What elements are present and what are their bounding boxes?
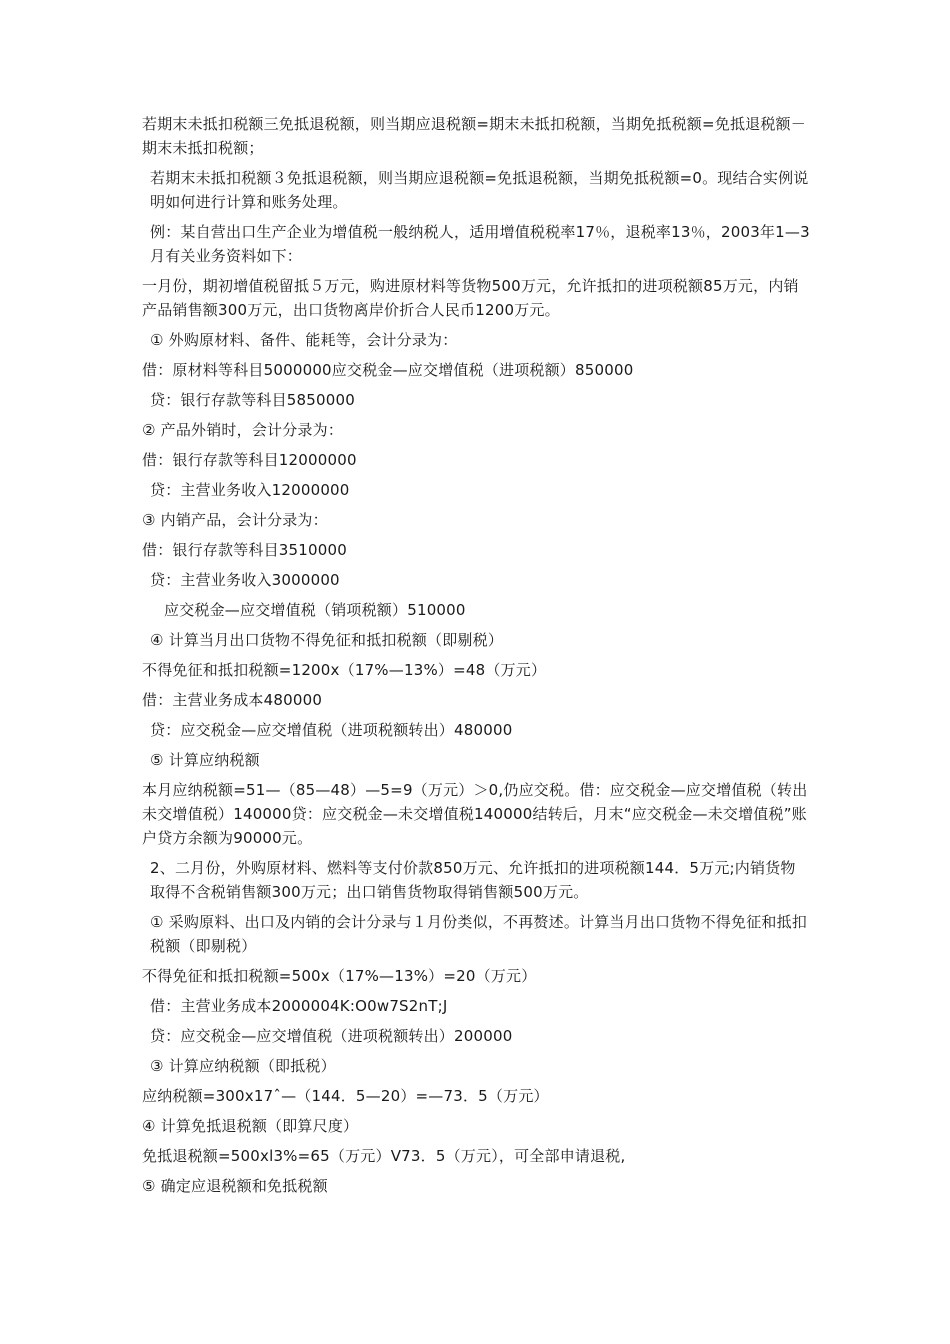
paragraph: 免抵退税额=500xl3%=65（万元）V73．5（万元），可全部申请退税, [142, 1147, 626, 1165]
paragraph: ⑤ 计算应纳税额 [150, 751, 260, 769]
paragraph: 不得免征和抵扣税额=500x（17%—13%）=20（万元） [142, 967, 537, 985]
paragraph: ③ 内销产品，会计分录为： [142, 511, 328, 529]
paragraph: ② 产品外销时，会计分录为： [142, 421, 344, 439]
paragraph: 贷：应交税金—应交增值税（进项税额转出）200000 [150, 1027, 513, 1045]
paragraph: 贷：主营业务收入12000000 [150, 481, 350, 499]
paragraph: 本月应纳税额=51—（85—48）—5=9（万元）＞0,仍应交税。借：应交税金—应交增值税（转出未交增值税）140000贷：应交税金—未交增值税140000结转后，月末“应交税金—未交增值税”账户贷方余额为90000元。 [142, 781, 808, 847]
paragraph: 若期末未抵扣税额３免抵退税额，则当期应退税额=免抵退税额，当期免抵税额=0。现结合实例说明如何进行计算和账务处理。 [150, 169, 809, 211]
document-body [142, 112, 810, 1198]
paragraph: 不得免征和抵扣税额=1200x（17%—13%）=48（万元） [142, 661, 547, 679]
paragraph: ⑤ 确定应退税额和免抵税额 [142, 1177, 328, 1195]
paragraph: ③ 计算应纳税额（即抵税） [150, 1057, 336, 1075]
paragraph: 贷：应交税金—应交增值税（进项税额转出）480000 [150, 721, 513, 739]
paragraph: 2、二月份，外购原材料、燃料等支付价款850万元、允许抵扣的进项税额144．5万元;内销货物取得不含税销售额300万元；出口销售货物取得销售额500万元。 [150, 859, 796, 901]
paragraph: 借：主营业务成本480000 [142, 691, 323, 709]
paragraph: ④ 计算免抵退税额（即算尺度） [142, 1117, 359, 1135]
paragraph: 应交税金—应交增值税（销项税额）510000 [164, 601, 466, 619]
paragraph: 借：原材料等科目5000000应交税金—应交增值税（进项税额）850000 [142, 361, 634, 379]
paragraph: 应纳税额=300x17ˆ—（144．5—20）=—73．5（万元） [142, 1087, 549, 1105]
paragraph: ① 采购原料、出口及内销的会计分录与１月份类似，不再赘述。计算当月出口货物不得免征和抵扣税额（即剔税） [150, 913, 808, 955]
paragraph: ④ 计算当月出口货物不得免征和抵扣税额（即剔税） [150, 631, 504, 649]
paragraph: 若期末未抵扣税额三免抵退税额，则当期应退税额=期末未抵扣税额，当期免抵税额=免抵退税额－期末未抵扣税额； [142, 115, 806, 157]
paragraph: 借：银行存款等科目12000000 [142, 451, 357, 469]
paragraph: 一月份，期初增值税留抵５万元，购进原材料等货物500万元，允许抵扣的进项税额85万元，内销产品销售额300万元，出口货物离岸价折合人民币1200万元。 [142, 277, 799, 319]
paragraph: 借：银行存款等科目3510000 [142, 541, 348, 559]
paragraph: 贷：主营业务收入3000000 [150, 571, 340, 589]
paragraph: ① 外购原材料、备件、能耗等，会计分录为： [150, 331, 458, 349]
paragraph: 贷：银行存款等科目5850000 [150, 391, 356, 409]
paragraph: 借：主营业务成本2000004K:O0w7S2nT;J [150, 997, 448, 1015]
paragraph: 例：某自营出口生产企业为增值税一般纳税人，适用增值税税率17％，退税率13％，2003年1—3月有关业务资料如下： [150, 223, 810, 265]
